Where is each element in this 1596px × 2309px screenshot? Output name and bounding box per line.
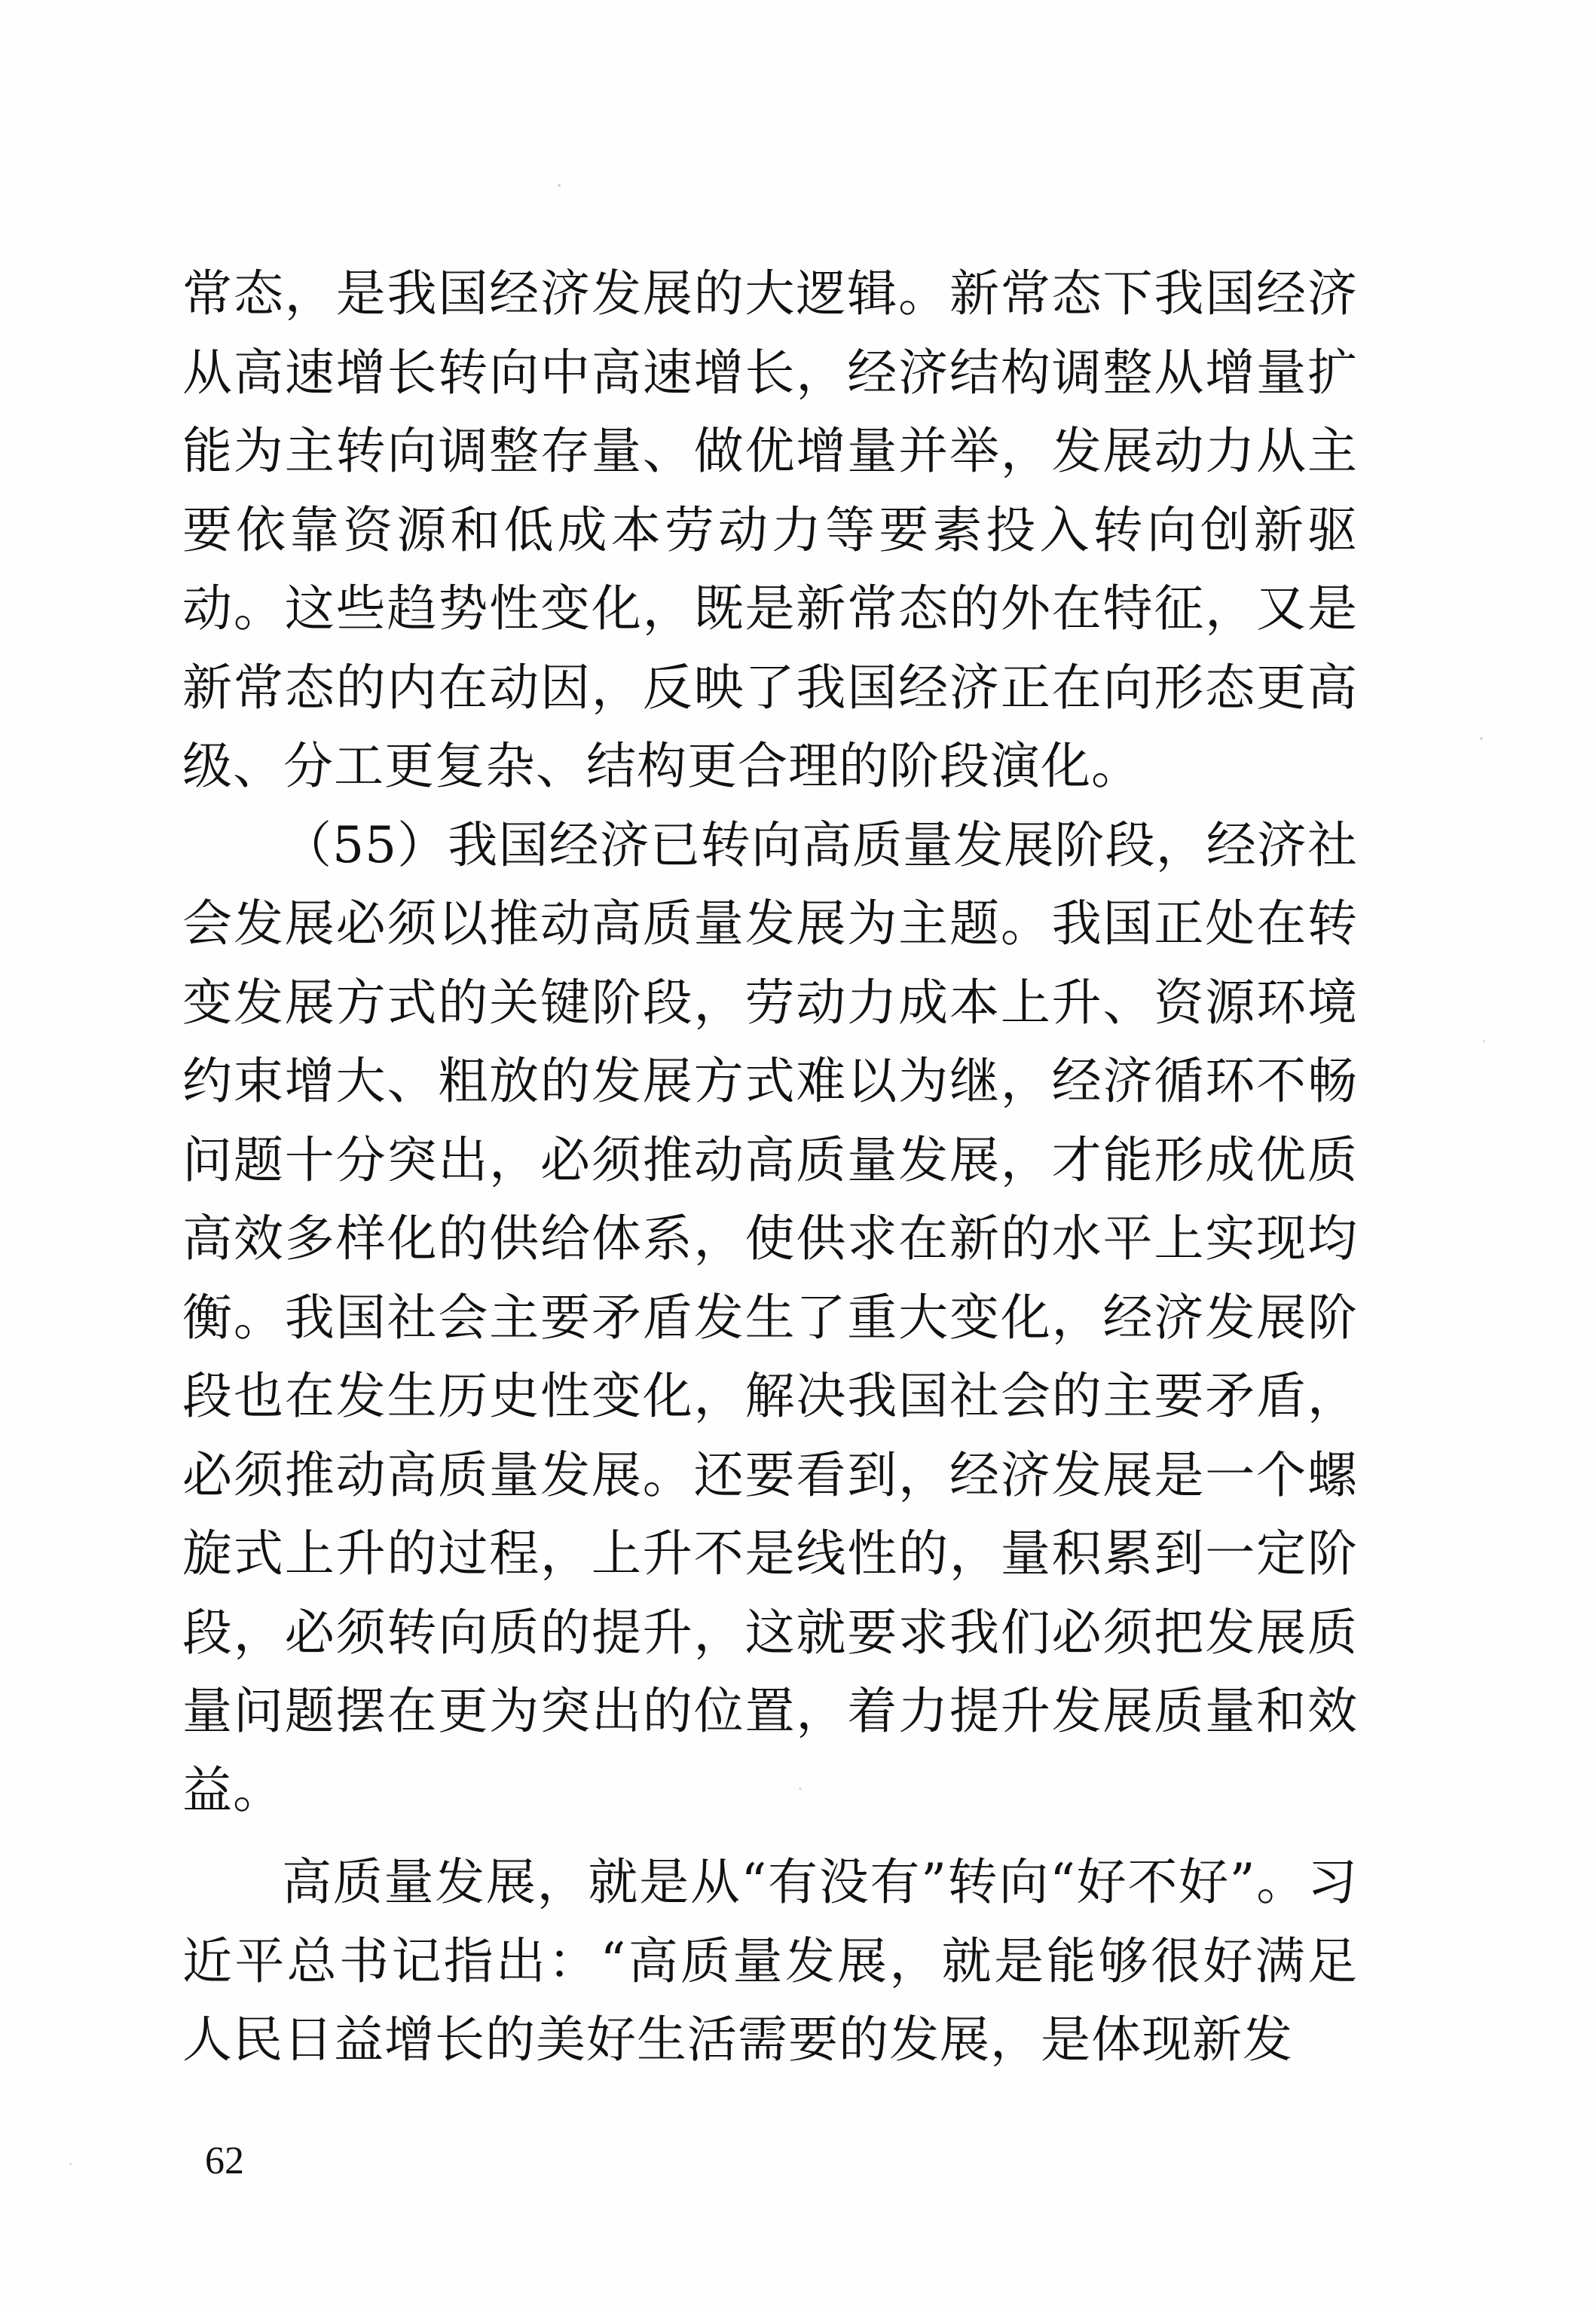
paragraph-high-quality: 高质量发展，就是从“有没有”转向“好不好”。习近平总书记指出：“高质量发展，就是能够很好满足人民日益增长的美好生活需要的发展，是体现新发	[182, 1853, 1358, 2069]
body-text	[182, 255, 1358, 2080]
scan-speck	[1483, 1040, 1485, 1042]
scan-speck	[69, 2163, 72, 2165]
paragraph-continued: 常态，是我国经济发展的大逻辑。新常态下我国经济从高速增长转向中高速增长，经济结构调整从增量扩能为主转向调整存量、做优增量并举，发展动力从主要依靠资源和低成本劳动力等要素投入转向创新驱动。这些趋势性变化，既是新常态的外在特征，又是新常态的内在动因，反映了我国经济正在向形态更高级、分工更复杂、结构更合理的阶段演化。	[182, 265, 1358, 795]
page-number: 62	[205, 2139, 244, 2182]
scan-speck	[1480, 737, 1483, 740]
paragraph-55: （55）我国经济已转向高质量发展阶段，经济社会发展必须以推动高质量发展为主题。我国正处在转变发展方式的关键阶段，劳动力成本上升、资源环境约束增大、粗放的发展方式难以为继，经济循环不畅问题十分突出，必须推动高质量发展，才能形成优质高效多样化的供给体系，使供求在新的水平上实现均衡。我国社会主要矛盾发生了重大变化，经济发展阶段也在发生历史性变化，解决我国社会的主要矛盾，必须推动高质量发展。还要看到，经济发展是一个螺旋式上升的过程，上升不是线性的，量积累到一定阶段，必须转向质的提升，这就要求我们必须把发展质量问题摆在更为突出的位置，着力提升发展质量和效益。	[182, 815, 1358, 1819]
scan-speck	[558, 184, 561, 187]
scan-speck	[799, 1788, 802, 1790]
